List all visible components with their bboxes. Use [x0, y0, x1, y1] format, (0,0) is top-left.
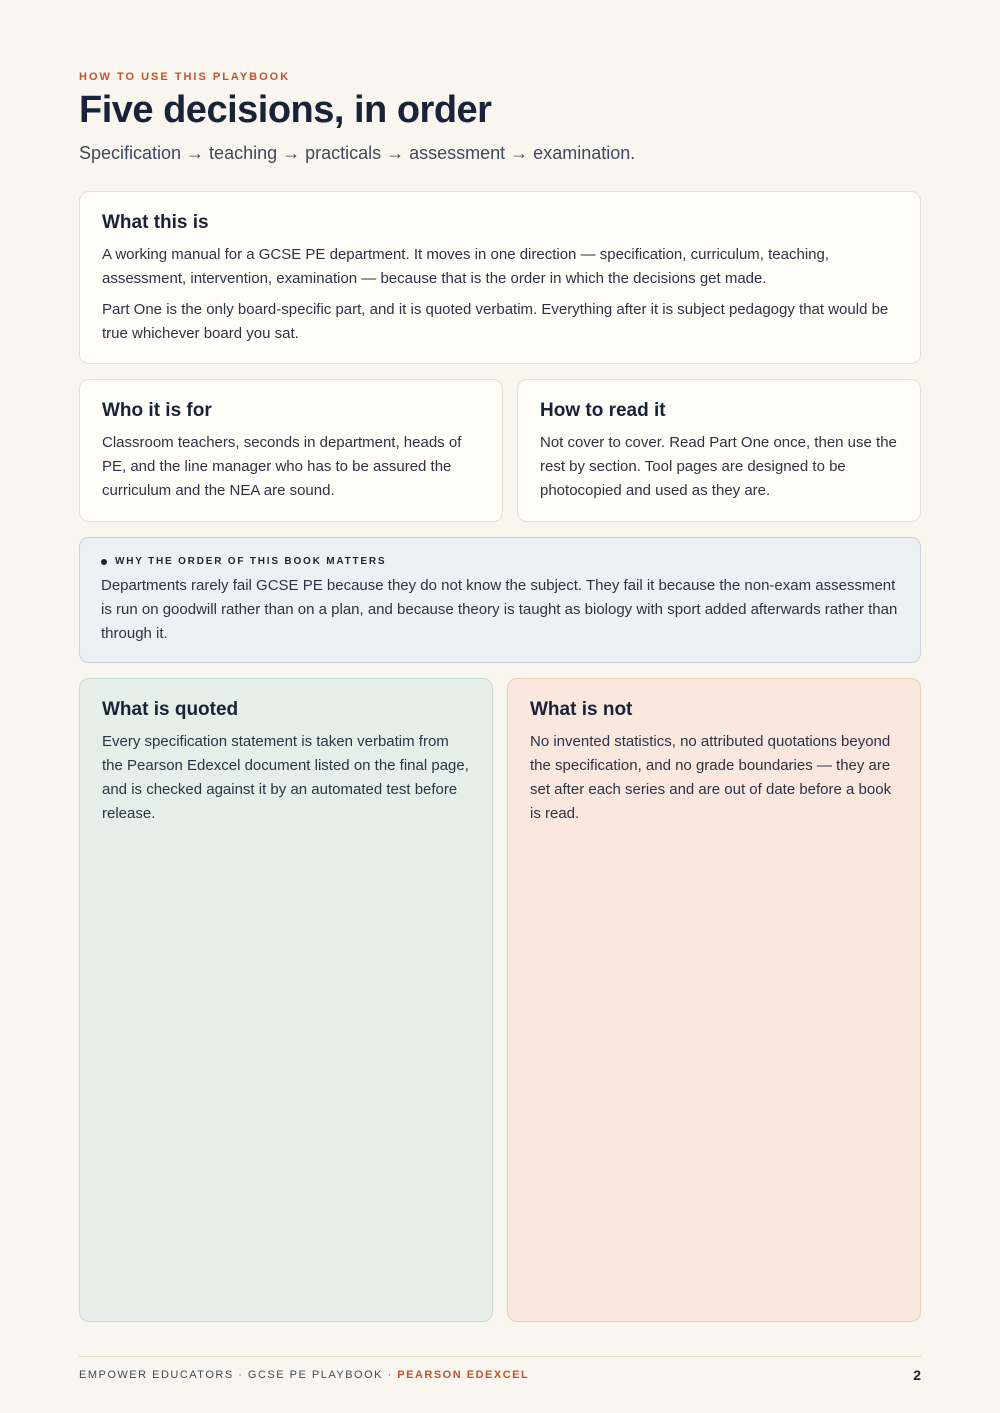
card-paragraph: A working manual for a GCSE PE department. It moves in one direction — specification, curriculum, teaching, assessment, intervention, examination — because that is the order in which the decisions get made. — [102, 246, 830, 287]
card-paragraph: Classroom teachers, seconds in department, heads of PE, and the line manager who has to be assured the curriculum and the NEA are sound. — [102, 434, 462, 499]
order-matters-callout — [79, 537, 921, 663]
card-heading: What this is — [102, 212, 209, 233]
what-this-is-card — [79, 191, 921, 364]
card-paragraph: No invented statistics, no attributed quotations beyond the specification, and no grade boundaries — they are set after each series and are out of date before a book is read. — [530, 733, 892, 822]
footer-divider — [79, 1356, 921, 1357]
callout-label: WHY THE ORDER OF THIS BOOK MATTERS — [115, 556, 387, 567]
what-is-quoted-card — [79, 678, 493, 1322]
footer-credit — [79, 1369, 529, 1381]
card-heading: What is quoted — [102, 699, 239, 720]
bullet-dot-icon — [101, 559, 107, 565]
card-paragraph: Every specification statement is taken verbatim from the Pearson Edexcel document listed on the final page, and is checked against it by an automated test before release. — [102, 733, 469, 822]
page-title: Five decisions, in order — [79, 89, 492, 131]
callout-body: Departments rarely fail GCSE PE because they do not know the subject. They fail it because the non-exam assessment is run on goodwill rather than on a plan, and because theory is taught as biology with sport added afterwards rather than through it. — [101, 577, 898, 642]
card-paragraph: Part One is the only board-specific part, and it is quoted verbatim. Everything after it is subject pedagogy that would be true whichever board you sat. — [102, 301, 889, 342]
what-is-not-card — [507, 678, 921, 1322]
page-number: 2 — [913, 1367, 921, 1383]
page-subtitle: Specification → teaching → practicals → assessment → examination. — [79, 143, 636, 163]
page-footer — [79, 1367, 921, 1383]
card-heading: Who it is for — [102, 400, 212, 421]
how-to-read-card — [517, 379, 921, 522]
footer-brand: PEARSON EDEXCEL — [397, 1369, 530, 1381]
footer-series: EMPOWER EDUCATORS · GCSE PE PLAYBOOK · — [79, 1369, 398, 1381]
section-eyebrow: HOW TO USE THIS PLAYBOOK — [79, 71, 291, 83]
who-it-is-for-card — [79, 379, 503, 522]
card-paragraph: Not cover to cover. Read Part One once, then use the rest by section. Tool pages are designed to be photocopied and used as they are. — [540, 434, 897, 499]
callout-label-row — [101, 556, 899, 567]
card-heading: How to read it — [540, 400, 666, 421]
card-heading: What is not — [530, 699, 633, 720]
page — [79, 0, 921, 1413]
